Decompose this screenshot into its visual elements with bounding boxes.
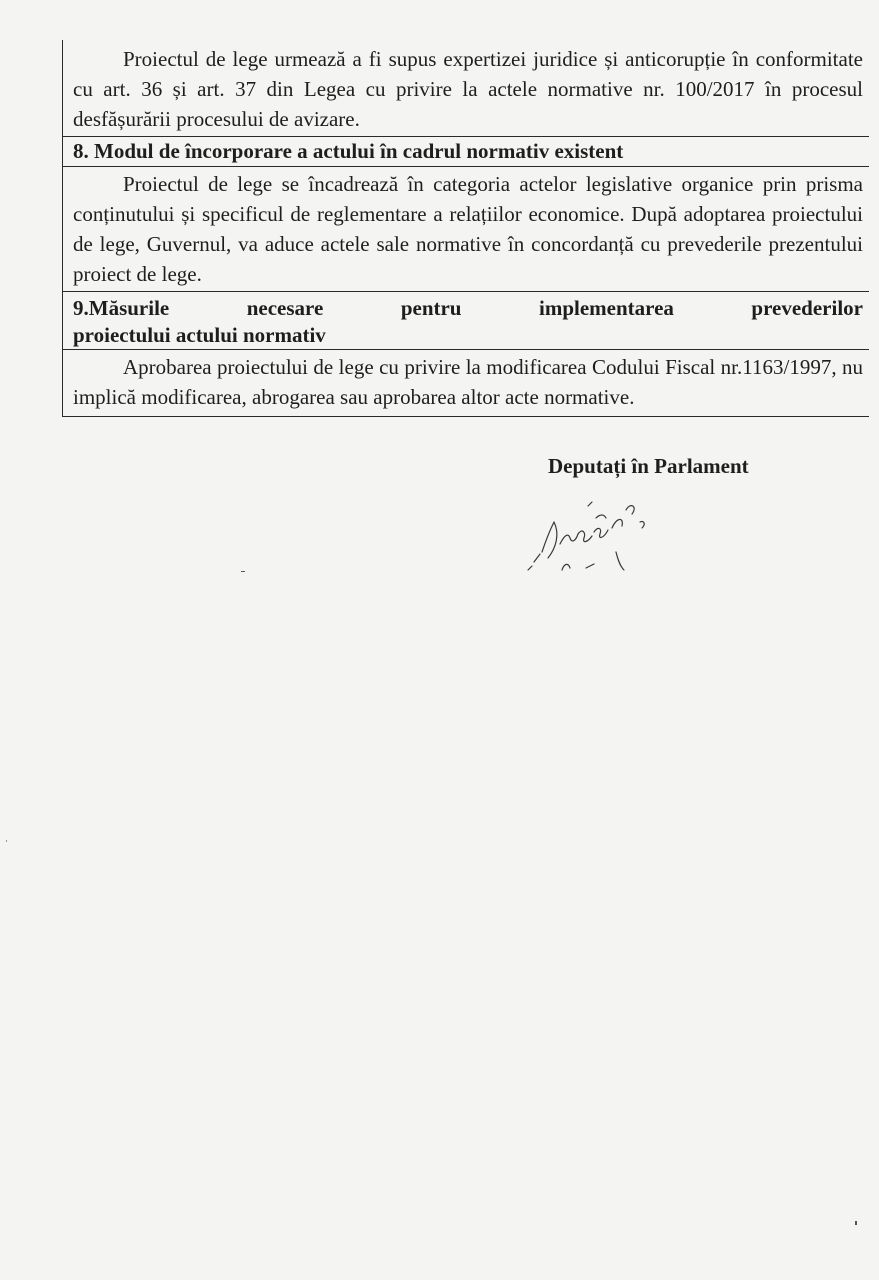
heading-word: necesare [246,296,324,320]
scan-speck [241,571,245,572]
section-9-body [63,350,869,416]
heading-word: prevederilor [751,296,863,320]
section-9-heading [63,291,869,350]
heading-word: implementarea [539,296,674,320]
signature-title: Deputați în Parlament [548,454,749,478]
section-7-text: Proiectul de lege urmează a fi supus expertizei juridice și anticorupție în conformitate cu art. 36 și art. 37 din Legea cu privire la actele normative nr. 100/2017 în procesul desfășurării procesului de avizare. [73,47,863,131]
section-7-body [63,40,869,136]
scan-speck [6,840,7,842]
heading-word: pentru [400,296,462,320]
section-9-heading-line1 [73,295,863,322]
scan-speck [855,1221,857,1225]
section-8-text: Proiectul de lege se încadrează în categoria actelor legislative organice prin prisma conținutului și specificul de reglementare a relațiilor economice. După adoptarea proiectului de lege, Guvernul, va aduce actele sale normative în concordanță cu prevederile prezentului proiect de lege. [73,172,863,286]
section-9-heading-line2: proiectului actului normativ [73,323,326,347]
section-9-text: Aprobarea proiectului de lege cu privire la modificarea Codului Fiscal nr.1163/1997, nu implică modificarea, abrogarea sau aprobarea altor acte normative. [73,355,863,409]
section-8-body [63,167,869,291]
heading-word: 9.Măsurile [73,296,170,320]
note-table [62,40,869,417]
handwritten-signature [520,492,670,582]
section-8-heading: 8. Modul de încorporare a actului în cadrul normativ existent [63,136,869,167]
